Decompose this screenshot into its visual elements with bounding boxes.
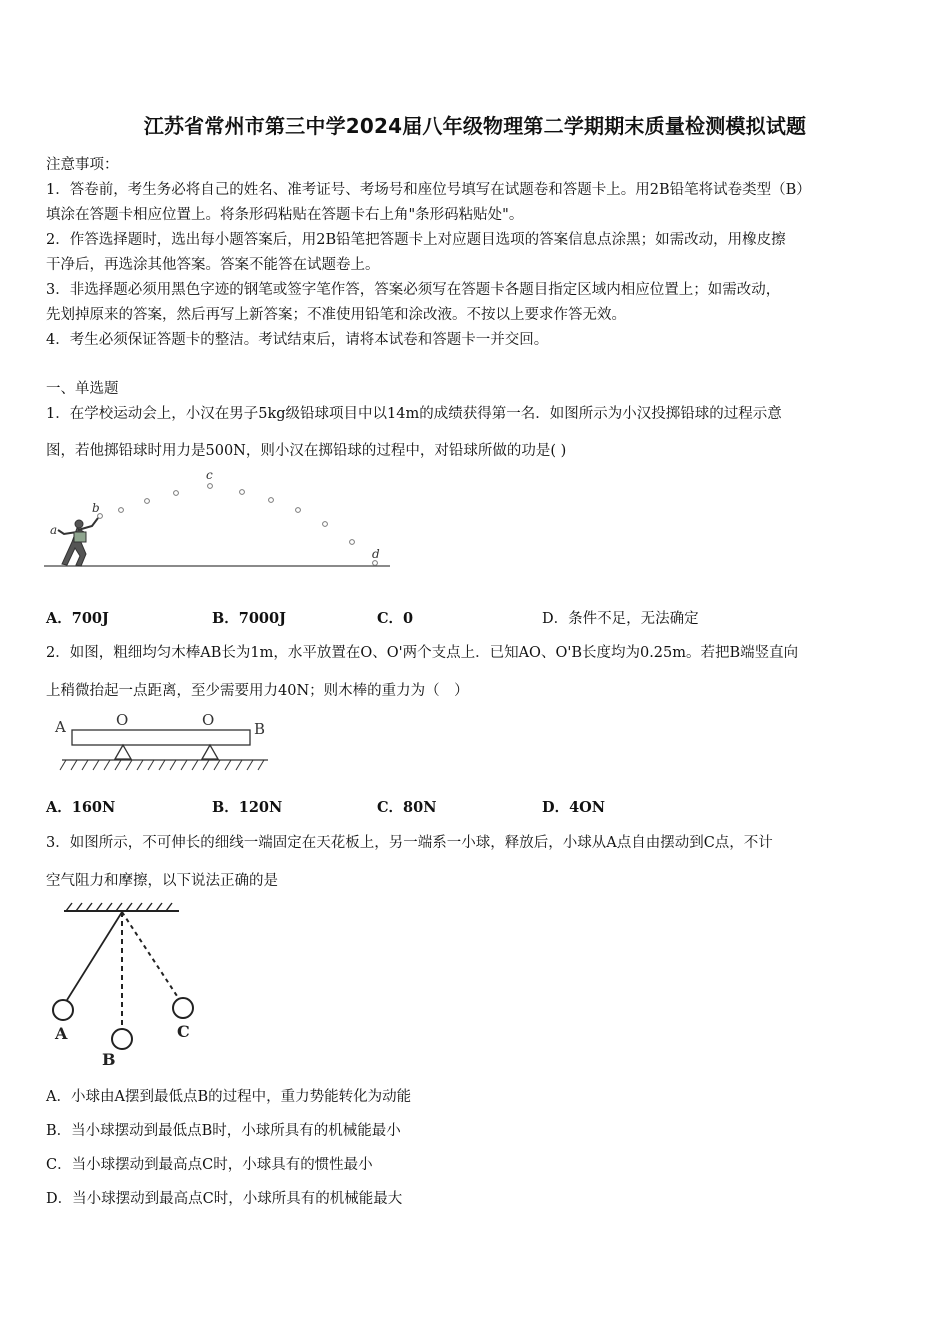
q3-text-line1: 3．如图所示，不可伸长的细线一端固定在天花板上，另一端系一小球，释放后，小球从A点自由摆动到C点，不计 bbox=[46, 835, 773, 851]
ball-b bbox=[112, 1029, 132, 1049]
exam-title: 江苏省常州市第三中学2024届八年级物理第二学期期末质量检测模拟试题 bbox=[143, 114, 807, 138]
section-heading: 一、单选题 bbox=[46, 381, 119, 397]
q3-option-a[interactable]: A．小球由A摆到最低点B的过程中，重力势能转化为动能 bbox=[46, 1089, 412, 1105]
fulcrum-o bbox=[115, 745, 131, 759]
ball-c bbox=[173, 998, 193, 1018]
notice-line: 4．考生必须保证答题卡的整洁。考试结束后，请将本试卷和答题卡一并交回。 bbox=[46, 332, 549, 348]
label-c: C bbox=[177, 1022, 190, 1041]
label-c: c bbox=[206, 470, 213, 482]
q2-option-d[interactable]: D．4ON bbox=[542, 799, 606, 816]
notice-line: 干净后，再选涂其他答案。答案不能答在试题卷上。 bbox=[46, 257, 380, 273]
q2-option-b[interactable]: B．120N bbox=[212, 799, 283, 816]
label-o-prime: O bbox=[202, 711, 215, 729]
q2-option-c[interactable]: C．80N bbox=[377, 799, 437, 816]
label-b: B bbox=[102, 1050, 116, 1069]
notice-line: 2．作答选择题时，选出每小题答案后，用2B铅笔把答题卡上对应题目选项的答案信息点涂黑；如需改动，用橡皮擦 bbox=[46, 232, 786, 248]
label-a: a bbox=[50, 523, 58, 537]
label-d: d bbox=[372, 547, 380, 561]
q2-text-line1: 2．如图，粗细均匀木棒AB长为1m，水平放置在O、O'两个支点上．已知AO、O'B长度均为0.25m。若把B端竖直向 bbox=[46, 645, 799, 661]
q1-option-a[interactable]: A．700J bbox=[46, 610, 109, 627]
wooden-rod bbox=[72, 730, 250, 745]
q1-shot-put-figure bbox=[44, 470, 394, 574]
label-a: A bbox=[55, 718, 66, 736]
label-o: O bbox=[116, 711, 129, 729]
notice-line: 1．答卷前，考生务必将自己的姓名、准考证号、考场号和座位号填写在试题卷和答题卡上。用2B铅笔将试卷类型（B） bbox=[46, 182, 811, 198]
athlete-figure bbox=[58, 518, 98, 566]
label-b: B bbox=[254, 720, 266, 738]
notice-line: 填涂在答题卡相应位置上。将条形码粘贴在答题卡右上角"条形码粘贴处"。 bbox=[46, 207, 524, 223]
q1-option-d[interactable]: D．条件不足，无法确定 bbox=[542, 611, 699, 627]
ceiling-hatching bbox=[66, 903, 172, 911]
label-a: A bbox=[55, 1024, 68, 1043]
q3-text-line2: 空气阻力和摩擦，以下说法正确的是 bbox=[46, 873, 278, 889]
q2-text-line2: 上稍微抬起一点距离，至少需要用力40N；则木棒的重力为（ ） bbox=[46, 683, 469, 699]
q2-lever-figure bbox=[50, 706, 275, 776]
string-a bbox=[67, 912, 122, 1000]
q3-option-d[interactable]: D．当小球摆动到最高点C时，小球所具有的机械能最大 bbox=[46, 1191, 403, 1207]
q2-option-a[interactable]: A．160N bbox=[46, 799, 116, 816]
q3-pendulum-figure bbox=[44, 898, 204, 1070]
fulcrum-o-prime bbox=[202, 745, 218, 759]
ball-a bbox=[53, 1000, 73, 1020]
q1-option-b[interactable]: B．7000J bbox=[212, 610, 286, 627]
notice-heading: 注意事项： bbox=[46, 157, 119, 173]
notice-line: 先划掉原来的答案，然后再写上新答案；不准使用铅笔和涂改液。不按以上要求作答无效。 bbox=[46, 307, 626, 323]
notice-line: 3．非选择题必须用黑色字迹的钢笔或签字笔作答，答案必须写在答题卡各题目指定区域内相应位置上；如需改动， bbox=[46, 282, 781, 298]
ground-hatching bbox=[60, 760, 264, 770]
q3-option-c[interactable]: C．当小球摆动到最高点C时，小球具有的惯性最小 bbox=[46, 1157, 373, 1173]
q3-option-b[interactable]: B．当小球摆动到最低点B时，小球所具有的机械能最小 bbox=[46, 1123, 401, 1139]
label-b: b bbox=[92, 501, 100, 515]
q1-option-c[interactable]: C．0 bbox=[377, 610, 414, 627]
q1-text-line1: 1．在学校运动会上，小汉在男子5kg级铅球项目中以14m的成绩获得第一名．如图所示为小汉投掷铅球的过程示意 bbox=[46, 406, 782, 422]
string-c bbox=[122, 912, 179, 999]
q1-text-line2: 图，若他掷铅球时用力是500N，则小汉在掷铅球的过程中，对铅球所做的功是( ) bbox=[46, 443, 567, 459]
trajectory-dots bbox=[98, 484, 378, 566]
